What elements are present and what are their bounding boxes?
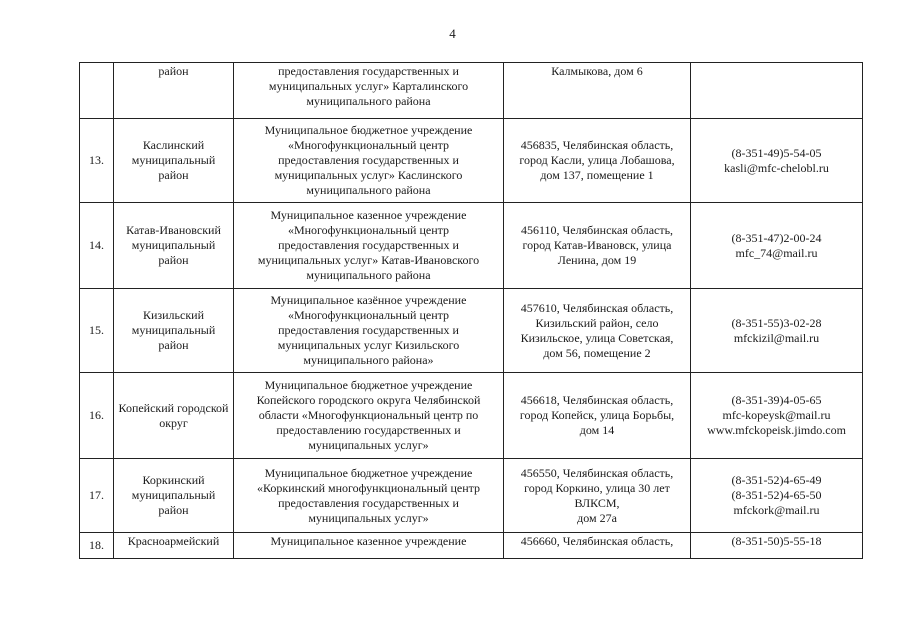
row-number: 14. bbox=[80, 203, 114, 289]
cell-line: (8-351-47)2-00-24 bbox=[731, 230, 822, 245]
table-row bbox=[80, 459, 863, 533]
cell-line: mfckizil@mail.ru bbox=[733, 330, 820, 345]
cell-line: город Катав-Ивановск, улица bbox=[522, 238, 672, 252]
cell-line: район bbox=[158, 503, 189, 517]
address-cell bbox=[504, 63, 691, 119]
cell-line: муниципальных услуг Кизильского bbox=[277, 338, 460, 352]
cell-line: муниципального района bbox=[306, 268, 431, 282]
address-cell bbox=[504, 203, 691, 289]
row-number: 16. bbox=[80, 373, 114, 459]
cell-line: Муниципальное бюджетное учреждение bbox=[264, 123, 473, 137]
cell-line: Коркинский bbox=[142, 473, 205, 487]
cell-line: (8-351-52)4-65-49 bbox=[731, 473, 822, 487]
cell-line: 456550, Челябинская область, bbox=[520, 465, 674, 480]
organization-cell bbox=[234, 203, 504, 289]
district-cell bbox=[114, 63, 234, 119]
contacts-cell bbox=[691, 533, 863, 559]
cell-line: Муниципальное бюджетное учреждение bbox=[264, 465, 473, 480]
cell-line: муниципального района bbox=[306, 94, 431, 108]
cell-line: mfc-kopeysk@mail.ru bbox=[722, 408, 831, 422]
cell-line: (8-351-39)4-05-65 bbox=[731, 393, 822, 407]
organization-cell bbox=[234, 373, 504, 459]
cell-line: муниципальных услуг» Катав-Ивановского bbox=[257, 253, 480, 267]
row-number: 17. bbox=[80, 459, 114, 533]
cell-line: Муниципальное казенное учреждение bbox=[270, 208, 467, 222]
district-cell bbox=[114, 289, 234, 373]
cell-line: муниципальный bbox=[131, 488, 216, 502]
cell-line: ВЛКСМ, bbox=[574, 495, 620, 510]
cell-line: Красноармейский bbox=[127, 534, 220, 548]
row-number bbox=[80, 63, 114, 119]
cell-line: предоставления государственных и bbox=[278, 153, 459, 167]
cell-line: Каслинский bbox=[142, 138, 205, 152]
cell-line: www.mfckopeisk.jimdo.com bbox=[707, 423, 846, 437]
table-row bbox=[80, 289, 863, 373]
organization-cell bbox=[234, 459, 504, 533]
row-number: 18. bbox=[80, 533, 114, 559]
cell-line: Катав-Ивановский bbox=[126, 223, 221, 237]
cell-line: kasli@mfc-chelobl.ru bbox=[724, 160, 829, 175]
cell-line: район bbox=[158, 168, 189, 182]
cell-line: 456110, Челябинская область, bbox=[520, 223, 674, 237]
address-cell bbox=[504, 533, 691, 559]
cell-line: Муниципальное казённое учреждение bbox=[270, 293, 467, 307]
mfc-registry-table bbox=[79, 62, 863, 559]
cell-line: город Копейск, улица Борьбы, bbox=[519, 408, 675, 422]
contacts-cell bbox=[691, 119, 863, 203]
address-cell bbox=[504, 119, 691, 203]
table-row bbox=[80, 63, 863, 119]
cell-line: муниципальных услуг» bbox=[308, 510, 429, 525]
contacts-cell bbox=[691, 63, 863, 119]
cell-line: «Многофункциональный центр bbox=[287, 308, 450, 322]
cell-line: район bbox=[158, 338, 189, 352]
table-row bbox=[80, 373, 863, 459]
cell-line: «Коркинский многофункциональный центр bbox=[256, 480, 481, 495]
cell-line: предоставления государственных и bbox=[278, 323, 459, 337]
cell-line: Кизильское, улица Советская, bbox=[520, 330, 674, 345]
cell-line: Кизильский bbox=[142, 308, 205, 322]
cell-line: город Касли, улица Лобашова, bbox=[519, 153, 675, 167]
cell-line: Копейский городской bbox=[118, 400, 229, 415]
cell-line: Муниципальное казенное учреждение bbox=[270, 534, 467, 548]
cell-line: (8-351-49)5-54-05 bbox=[731, 145, 822, 160]
cell-line: Кизильский район, село bbox=[535, 315, 659, 330]
cell-line: район bbox=[158, 64, 189, 78]
cell-line: «Многофункциональный центр bbox=[287, 223, 450, 237]
address-cell bbox=[504, 289, 691, 373]
cell-line: 456660, Челябинская область, bbox=[520, 534, 674, 548]
district-cell bbox=[114, 459, 234, 533]
cell-line: 456618, Челябинская область, bbox=[520, 393, 674, 407]
table-row bbox=[80, 203, 863, 289]
cell-line: дом 137, помещение 1 bbox=[540, 168, 654, 182]
contacts-cell bbox=[691, 373, 863, 459]
cell-line: 457610, Челябинская область, bbox=[520, 300, 674, 315]
cell-line: муниципальных услуг» Каслинского bbox=[274, 168, 463, 182]
cell-line: муниципальных услуг» bbox=[308, 438, 429, 452]
cell-line: 456835, Челябинская область, bbox=[520, 138, 674, 152]
contacts-cell bbox=[691, 289, 863, 373]
cell-line: предоставлению государственных и bbox=[276, 423, 461, 437]
cell-line: области «Многофункциональный центр по bbox=[258, 408, 479, 422]
cell-line: Копейского городского округа Челябинской bbox=[256, 393, 481, 407]
cell-line: Муниципальное бюджетное учреждение bbox=[264, 378, 473, 392]
cell-line: город Коркино, улица 30 лет bbox=[524, 480, 670, 495]
row-number: 15. bbox=[80, 289, 114, 373]
cell-line: округ bbox=[159, 415, 188, 430]
cell-line: муниципального района bbox=[306, 183, 431, 197]
cell-line: дом 27а bbox=[577, 510, 617, 525]
cell-line: (8-351-52)4-65-50 bbox=[731, 488, 822, 502]
cell-line: «Многофункциональный центр bbox=[287, 138, 450, 152]
cell-line: Калмыкова, дом 6 bbox=[551, 64, 643, 78]
cell-line: район bbox=[158, 253, 189, 267]
table-row bbox=[80, 533, 863, 559]
organization-cell bbox=[234, 533, 504, 559]
cell-line: mfckork@mail.ru bbox=[733, 503, 820, 517]
cell-line: муниципальный bbox=[131, 238, 216, 252]
district-cell bbox=[114, 533, 234, 559]
contacts-cell bbox=[691, 459, 863, 533]
cell-line: (8-351-50)5-55-18 bbox=[731, 534, 822, 548]
cell-line: муниципального района» bbox=[303, 353, 434, 367]
cell-line: предоставления государственных и bbox=[278, 238, 459, 252]
organization-cell bbox=[234, 119, 504, 203]
cell-line: муниципальный bbox=[131, 323, 216, 337]
contacts-cell bbox=[691, 203, 863, 289]
organization-cell bbox=[234, 63, 504, 119]
district-cell bbox=[114, 119, 234, 203]
cell-line: муниципальный bbox=[131, 153, 216, 167]
page-number: 4 bbox=[449, 26, 456, 41]
cell-line: предоставления государственных и bbox=[278, 495, 459, 510]
cell-line: предоставления государственных и bbox=[278, 64, 459, 78]
row-number: 13. bbox=[80, 119, 114, 203]
cell-line: дом 56, помещение 2 bbox=[543, 345, 651, 360]
organization-cell bbox=[234, 289, 504, 373]
cell-line: (8-351-55)3-02-28 bbox=[731, 315, 822, 330]
table-row bbox=[80, 119, 863, 203]
cell-line: муниципальных услуг» Карталинского bbox=[268, 79, 469, 93]
cell-line: дом 14 bbox=[579, 423, 615, 437]
district-cell bbox=[114, 203, 234, 289]
address-cell bbox=[504, 373, 691, 459]
cell-line: Ленина, дом 19 bbox=[557, 253, 637, 267]
district-cell bbox=[114, 373, 234, 459]
cell-line: mfc_74@mail.ru bbox=[735, 245, 818, 260]
address-cell bbox=[504, 459, 691, 533]
